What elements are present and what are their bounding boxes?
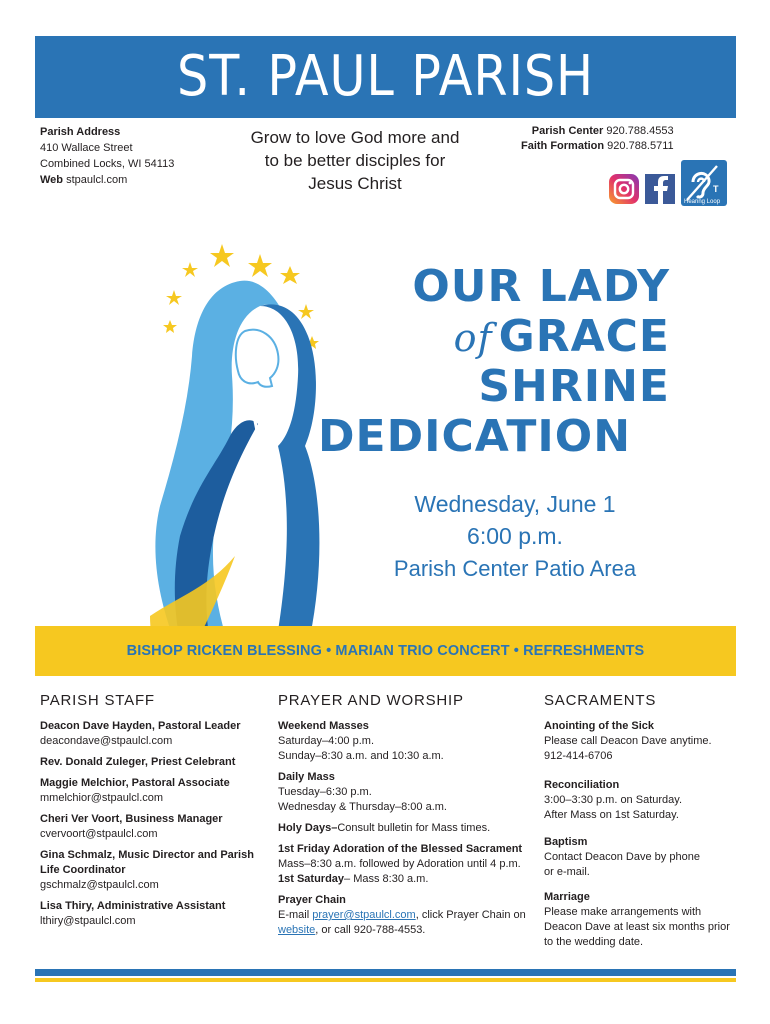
title-line: SHRINE bbox=[478, 361, 670, 412]
parish-staff-column bbox=[40, 692, 260, 935]
entry-line: 3:00–3:30 p.m. on Saturday. bbox=[544, 794, 682, 806]
staff-member bbox=[40, 848, 260, 893]
event-place: Parish Center Patio Area bbox=[393, 556, 637, 581]
madonna-illustration bbox=[120, 236, 335, 676]
address-line1: 410 Wallace Street bbox=[40, 142, 133, 154]
parish-address bbox=[40, 124, 174, 188]
staff-email[interactable]: mmelchior@stpaulcl.com bbox=[40, 792, 164, 804]
center-phone: 920.788.4553 bbox=[606, 125, 674, 137]
prayer-chain-email-link[interactable]: prayer@stpaulcl.com bbox=[312, 909, 416, 921]
staff-email[interactable]: deacondave@stpaulcl.com bbox=[40, 735, 173, 747]
instagram-icon[interactable] bbox=[609, 174, 639, 204]
entry-line: Deacon Dave at least six months prior bbox=[544, 921, 730, 933]
staff-member bbox=[40, 755, 260, 770]
section-heading: PARISH STAFF bbox=[40, 692, 155, 709]
address-line2: Combined Locks, WI 54113 bbox=[40, 158, 175, 170]
prayer-worship-column bbox=[278, 692, 533, 944]
entry-line: or e-mail. bbox=[544, 866, 590, 878]
entry-line: 912-414-6706 bbox=[544, 750, 613, 762]
staff-member bbox=[40, 719, 260, 749]
title-line: DEDICATION bbox=[318, 411, 632, 462]
entry-line: Please make arrangements with bbox=[544, 906, 702, 918]
event-day: Wednesday, June 1 bbox=[414, 491, 616, 517]
entry-line: Consult bulletin for Mass times. bbox=[337, 822, 491, 834]
sacraments-column bbox=[544, 692, 744, 956]
entry-line: E-mail bbox=[278, 909, 313, 921]
reconciliation bbox=[544, 778, 744, 823]
weekend-masses bbox=[278, 719, 533, 764]
entry-line: Mass–8:30 a.m. followed by Adoration until 4 p.m. bbox=[278, 858, 521, 870]
event-details bbox=[365, 488, 665, 586]
motto-line: Grow to love God more and bbox=[250, 128, 460, 147]
entry-line: Wednesday & Thursday–8:00 a.m. bbox=[278, 801, 447, 813]
contact-phones bbox=[521, 124, 674, 154]
marriage bbox=[544, 890, 744, 950]
title-of: of bbox=[453, 316, 493, 360]
hearing-loop-label: Hearing Loop bbox=[684, 199, 721, 205]
footer-gold-stripe bbox=[35, 978, 736, 982]
date-bar bbox=[35, 208, 736, 226]
shrine-dedication-flyer bbox=[35, 226, 736, 676]
event-highlights: BISHOP RICKEN BLESSING • MARIAN TRIO CONCERT • REFRESHMENTS bbox=[126, 643, 645, 659]
staff-member bbox=[40, 899, 260, 929]
facebook-icon[interactable] bbox=[645, 174, 675, 204]
staff-email[interactable]: lthiry@stpaulcl.com bbox=[40, 915, 136, 927]
formation-label: Faith Formation bbox=[521, 140, 605, 152]
web-label: Web bbox=[40, 174, 64, 186]
bulletin-date: MAY 22, 2022 bbox=[656, 210, 731, 224]
motto-line: Jesus Christ bbox=[308, 174, 402, 193]
entry-title: Anointing of the Sick bbox=[544, 720, 654, 732]
footer-divider bbox=[35, 969, 736, 983]
entry-line: After Mass on 1st Saturday. bbox=[544, 809, 679, 821]
masthead bbox=[35, 36, 736, 226]
entry-title: Weekend Masses bbox=[278, 720, 369, 732]
first-friday-adoration bbox=[278, 842, 533, 887]
entry-title: 1st Saturday bbox=[278, 873, 345, 885]
entry-line: to the wedding date. bbox=[544, 936, 644, 948]
center-label: Parish Center bbox=[531, 125, 604, 137]
footer-blue-stripe bbox=[35, 969, 736, 976]
section-heading: SACRAMENTS bbox=[544, 692, 657, 709]
staff-name: Maggie Melchior, Pastoral Associate bbox=[40, 777, 230, 789]
entry-line: Please call Deacon Dave anytime. bbox=[544, 735, 712, 747]
parish-motto bbox=[245, 126, 465, 195]
entry-line: Saturday–4:00 p.m. bbox=[278, 735, 375, 747]
entry-line: – Mass 8:30 a.m. bbox=[344, 873, 429, 885]
website-link[interactable]: website bbox=[278, 924, 316, 936]
daily-mass bbox=[278, 770, 533, 815]
entry-title: Baptism bbox=[544, 836, 588, 848]
holy-days bbox=[278, 821, 533, 836]
entry-line: , click Prayer Chain on bbox=[415, 909, 526, 921]
baptism bbox=[544, 835, 744, 880]
entry-line: Sunday–8:30 a.m. and 10:30 a.m. bbox=[278, 750, 444, 762]
entry-title: Reconciliation bbox=[544, 779, 620, 791]
title-line bbox=[454, 312, 670, 363]
staff-name: Lisa Thiry, Administrative Assistant bbox=[40, 900, 226, 912]
section-heading: PRAYER AND WORSHIP bbox=[278, 692, 464, 709]
web-link[interactable]: stpaulcl.com bbox=[66, 174, 128, 186]
event-time: 6:00 p.m. bbox=[467, 523, 563, 549]
entry-title: 1st Friday Adoration of the Blessed Sacrament bbox=[278, 843, 523, 855]
staff-name: Gina Schmalz, Music Director and Parish Life Coordinator bbox=[40, 849, 254, 876]
svg-text:T: T bbox=[713, 184, 719, 194]
entry-line: Contact Deacon Dave by phone bbox=[544, 851, 700, 863]
entry-title: Daily Mass bbox=[278, 771, 335, 783]
entry-title: Marriage bbox=[544, 891, 590, 903]
staff-email[interactable]: cvervoort@stpaulcl.com bbox=[40, 828, 158, 840]
event-highlights-band bbox=[35, 626, 736, 676]
staff-member bbox=[40, 776, 260, 806]
motto-line: to be better disciples for bbox=[264, 151, 446, 170]
entry-title: Prayer Chain bbox=[278, 894, 346, 906]
address-label: Parish Address bbox=[40, 126, 121, 138]
social-icons bbox=[607, 160, 727, 208]
anointing-of-the-sick bbox=[544, 719, 744, 764]
staff-member bbox=[40, 812, 260, 842]
liturgical-sunday: SIXTH SUNDAY OF EASTER bbox=[40, 210, 199, 224]
title-word: GRACE bbox=[498, 311, 670, 362]
entry-line: , or call 920-788-4553. bbox=[315, 924, 426, 936]
entry-title: Holy Days– bbox=[278, 822, 338, 834]
prayer-chain bbox=[278, 893, 533, 938]
staff-name: Cheri Ver Voort, Business Manager bbox=[40, 813, 223, 825]
title-line: OUR LADY bbox=[412, 261, 670, 312]
staff-email[interactable]: gschmalz@stpaulcl.com bbox=[40, 879, 159, 891]
hearing-loop-icon bbox=[681, 160, 727, 206]
staff-name: Rev. Donald Zuleger, Priest Celebrant bbox=[40, 756, 236, 768]
entry-line: Tuesday–6:30 p.m. bbox=[278, 786, 372, 798]
parish-name: ST. PAUL PARISH bbox=[177, 44, 594, 109]
staff-name: Deacon Dave Hayden, Pastoral Leader bbox=[40, 720, 241, 732]
formation-phone: 920.788.5711 bbox=[607, 140, 674, 152]
